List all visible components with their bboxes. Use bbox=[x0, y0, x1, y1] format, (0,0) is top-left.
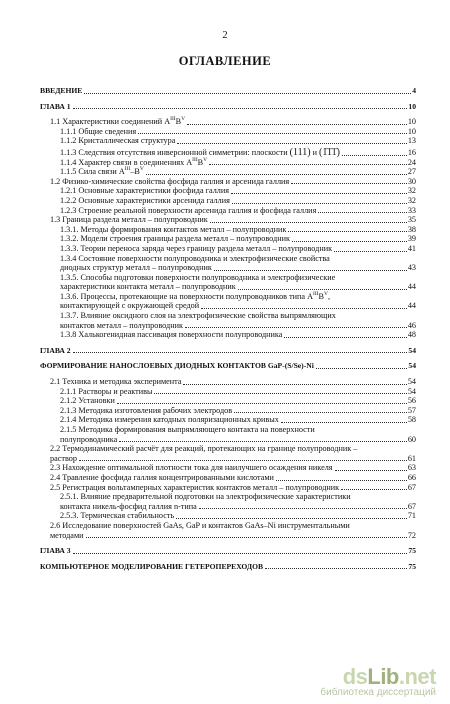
entry-title: 1.1.3 Следствия отсутствия инверсионной симметрии: плоскости (111) и (1̄1̄1̄) bbox=[60, 146, 340, 158]
toc-entry-1-1-3[interactable] bbox=[40, 148, 416, 158]
entry-page: 54 bbox=[407, 386, 416, 396]
entry-title-line-1: 1.3.5. Способы подготовки поверхности полупроводника и электрофизические bbox=[60, 272, 336, 282]
entry-page: 54 bbox=[407, 377, 416, 387]
entry-title: ГЛАВА 3 bbox=[40, 546, 71, 556]
toc-entry-2-2[interactable] bbox=[40, 444, 416, 463]
entry-page: 43 bbox=[407, 263, 416, 273]
toc-entry-2-4[interactable] bbox=[40, 473, 416, 483]
dot-leader bbox=[73, 352, 408, 353]
entry-title: 1.2.2 Основные характеристики арсенида галлия bbox=[60, 195, 230, 205]
entry-page: 30 bbox=[407, 176, 416, 186]
entry-title-line-2: раствор bbox=[50, 453, 77, 463]
dot-leader bbox=[316, 368, 408, 369]
toc-entry-chapter-2-title[interactable] bbox=[40, 361, 416, 371]
entry-title: 2.1.4 Методика измерения катодных поляризационных кривых bbox=[60, 415, 279, 425]
entry-title: 2.1.3 Методика изготовления рабочих электродов bbox=[60, 405, 233, 415]
entry-page: 39 bbox=[407, 234, 416, 244]
entry-page: 48 bbox=[407, 330, 416, 340]
entry-page: 32 bbox=[407, 195, 416, 205]
toc-entry-2-5-1[interactable] bbox=[40, 492, 416, 511]
dot-leader bbox=[183, 384, 406, 385]
toc-entry-1-3-8[interactable] bbox=[40, 330, 416, 340]
toc-heading: ОГЛАВЛЕНИЕ bbox=[178, 54, 272, 68]
entry-title: 2.1.1 Растворы и реактивы bbox=[60, 386, 153, 396]
entry-title-line-2: характеристики контакта металл – полупроводник bbox=[60, 282, 236, 292]
toc-entry-2-3[interactable] bbox=[40, 463, 416, 473]
entry-title: 2.1.2 Установки bbox=[60, 396, 115, 406]
entry-page: 10 bbox=[407, 126, 416, 136]
toc-entry-1-3-6[interactable] bbox=[40, 292, 416, 311]
entry-page: 16 bbox=[407, 147, 416, 157]
entry-page: 61 bbox=[407, 453, 416, 463]
dot-leader bbox=[214, 270, 407, 271]
toc-entry-1-2-3[interactable] bbox=[40, 206, 416, 216]
toc-entry-1-3-4[interactable] bbox=[40, 254, 416, 273]
entry-page: 41 bbox=[407, 243, 416, 253]
toc-entry-1-1-2[interactable] bbox=[40, 136, 416, 146]
entry-page: 56 bbox=[407, 396, 416, 406]
dot-leader bbox=[73, 108, 408, 109]
toc-entry-2-1-3[interactable] bbox=[40, 406, 416, 416]
dslib-logo: dsLib.net bbox=[342, 664, 436, 689]
entry-title: 2.1 Техника и методика эксперимента bbox=[50, 377, 182, 387]
entry-page: 46 bbox=[407, 320, 416, 330]
entry-page: 44 bbox=[407, 301, 416, 311]
entry-page: 32 bbox=[407, 186, 416, 196]
table-of-contents bbox=[40, 86, 416, 571]
entry-title-line-1: 1.3.6. Процессы, протекающие на поверхности полупроводников типа $A^{III}B^V$, bbox=[60, 290, 331, 301]
dot-leader bbox=[79, 460, 407, 461]
entry-page: 75 bbox=[408, 546, 416, 556]
entry-title-line-2: полупроводника bbox=[60, 434, 118, 444]
entry-title: 2.5.3. Термическая стабильность bbox=[60, 511, 175, 521]
entry-title: 1.1.1 Общие сведения bbox=[60, 126, 137, 136]
toc-entry-chapter-3-title[interactable] bbox=[40, 562, 416, 572]
entry-page: 27 bbox=[407, 167, 416, 177]
entry-title-line-1: 2.2 Термодинамический расчёт для реакций, протекающих на границе полупроводник – bbox=[50, 444, 358, 454]
entry-page: 67 bbox=[407, 501, 416, 511]
entry-page: 38 bbox=[407, 224, 416, 234]
dot-leader bbox=[84, 93, 411, 94]
entry-page: 44 bbox=[407, 282, 416, 292]
entry-page: 63 bbox=[407, 463, 416, 473]
dot-leader bbox=[276, 480, 407, 481]
toc-entry-2-5[interactable] bbox=[40, 483, 416, 493]
toc-entry-introduction[interactable] bbox=[40, 86, 416, 96]
entry-title-line-1: 1.3.4 Состояние поверхности полупроводника и электрофизические свойства bbox=[60, 253, 330, 263]
toc-entry-2-1[interactable] bbox=[40, 377, 416, 387]
toc-entry-2-1-1[interactable] bbox=[40, 387, 416, 397]
entry-title: КОМПЬЮТЕРНОЕ МОДЕЛИРОВАНИЕ ГЕТЕРОПЕРЕХОДОВ bbox=[40, 561, 264, 571]
toc-entry-1-3-3[interactable] bbox=[40, 244, 416, 254]
dot-leader bbox=[238, 289, 407, 290]
dot-leader bbox=[232, 203, 407, 204]
toc-entry-2-1-4[interactable] bbox=[40, 415, 416, 425]
toc-entry-2-1-5[interactable] bbox=[40, 425, 416, 444]
entry-title-line-2: контактов металл – полупроводник bbox=[60, 320, 183, 330]
dot-leader bbox=[146, 174, 407, 175]
entry-page: 10 bbox=[408, 101, 416, 111]
entry-title: 1.2.3 Строение реальной поверхности арсенида галлия и фосфида галлия bbox=[60, 205, 317, 215]
entry-title: 1.1.4 Характер связи в соединениях $A^{III}B^V$ bbox=[60, 156, 208, 167]
dot-leader bbox=[86, 537, 407, 538]
toc-entry-1-3[interactable] bbox=[40, 215, 416, 225]
dot-leader bbox=[154, 393, 406, 394]
dot-leader bbox=[117, 403, 407, 404]
entry-title-line-1: 2.6 Исследование поверхностей GaAs, GaP и контактов GaAs–Ni инструментальными bbox=[50, 520, 350, 530]
dot-leader bbox=[265, 568, 407, 569]
toc-entry-1-1-5[interactable] bbox=[40, 167, 416, 177]
dot-leader bbox=[177, 143, 406, 144]
dot-leader bbox=[335, 470, 407, 471]
dot-leader bbox=[334, 251, 407, 252]
dot-leader bbox=[292, 241, 407, 242]
entry-title: 1.1 Характеристики соединений $A^{III}B^V$ bbox=[50, 116, 186, 127]
dot-leader bbox=[138, 133, 407, 134]
entry-page: 10 bbox=[407, 117, 416, 127]
dot-leader bbox=[342, 155, 407, 156]
entry-title: 1.1.2 Кристаллическая структура bbox=[60, 136, 176, 146]
toc-entry-1-3-5[interactable] bbox=[40, 273, 416, 292]
dslib-watermark bbox=[320, 664, 436, 698]
entry-title-line-1: 2.5.1. Влияние предварительной подготовки на электрофизические характеристики bbox=[60, 492, 351, 502]
entry-title-line-2: методами bbox=[50, 530, 84, 540]
page-number: 2 bbox=[222, 30, 228, 41]
entry-page: 13 bbox=[407, 136, 416, 146]
entry-page: 60 bbox=[407, 434, 416, 444]
toc-entry-1-2-1[interactable] bbox=[40, 186, 416, 196]
entry-page: 54 bbox=[408, 361, 416, 371]
dot-leader bbox=[281, 422, 407, 423]
entry-page: 75 bbox=[408, 561, 416, 571]
entry-title-line-1: 2.1.5 Методика формирования выпрямляющего контакта на поверхности bbox=[60, 425, 315, 434]
toc-entry-1-2[interactable] bbox=[40, 177, 416, 187]
entry-title: 1.2 Физико-химические свойства фосфида галлия и арсенида галлия bbox=[50, 176, 290, 186]
entry-page: 54 bbox=[408, 345, 416, 355]
dot-leader bbox=[119, 441, 407, 442]
toc-entry-1-1-1[interactable] bbox=[40, 127, 416, 137]
dot-leader bbox=[176, 518, 407, 519]
toc-entry-1-2-2[interactable] bbox=[40, 196, 416, 206]
dot-leader bbox=[199, 508, 407, 509]
entry-title: 1.3.3. Теории переноса заряда через границу раздела металл – полупроводник bbox=[60, 243, 333, 253]
entry-page: 4 bbox=[412, 86, 416, 95]
entry-title: 1.3 Граница раздела металл – полупроводник bbox=[50, 215, 208, 225]
dot-leader bbox=[73, 553, 408, 554]
dot-leader bbox=[288, 231, 406, 232]
dot-leader bbox=[210, 222, 407, 223]
dot-leader bbox=[231, 193, 407, 194]
entry-page: 24 bbox=[407, 157, 416, 167]
entry-title-line-2: контактирующей с окружающей средой bbox=[60, 301, 200, 311]
toc-entry-1-3-2[interactable] bbox=[40, 234, 416, 244]
entry-page: 58 bbox=[407, 415, 416, 425]
dot-leader bbox=[234, 412, 407, 413]
entry-title: 1.2.1 Основные характеристики фосфида галлия bbox=[60, 186, 230, 196]
entry-title: 1.3.2. Модели строения границы раздела металл – полупроводник bbox=[60, 234, 290, 244]
dot-leader bbox=[284, 337, 406, 338]
toc-entry-chapter-1[interactable] bbox=[40, 102, 416, 112]
entry-page: 72 bbox=[407, 530, 416, 540]
entry-page: 67 bbox=[407, 482, 416, 492]
dslib-subtitle: библиотека диссертаций bbox=[320, 687, 436, 698]
entry-title: 1.3.1. Методы формирования контактов металл – полупроводник bbox=[60, 224, 287, 234]
dot-leader bbox=[341, 489, 407, 490]
toc-entry-2-6[interactable] bbox=[40, 521, 416, 540]
entry-title: 2.5 Регистрация вольтамперных характеристик контактов металл – полупроводник bbox=[50, 482, 340, 492]
toc-entry-chapter-3[interactable] bbox=[40, 546, 416, 556]
dot-leader bbox=[185, 327, 407, 328]
entry-title: ФОРМИРОВАНИЕ НАНОСЛОЕВЫХ ДИОДНЫХ КОНТАКТОВ GaP-(S/Se)-Ni bbox=[40, 361, 314, 371]
entry-page: 33 bbox=[407, 205, 416, 215]
toc-entry-chapter-2[interactable] bbox=[40, 346, 416, 356]
entry-title: ВВЕДЕНИЕ bbox=[40, 86, 83, 95]
entry-title-line-1: 1.3.7. Влияние оксидного слоя на электрофизические свойства выпрямляющих bbox=[60, 311, 336, 321]
entry-page: 66 bbox=[407, 472, 416, 482]
entry-title-line-2: диодных структур металл – полупроводник bbox=[60, 263, 212, 273]
toc-entry-2-5-3[interactable] bbox=[40, 511, 416, 521]
entry-title: 2.3 Нахождение оптимальной плотности тока для наилучшего осаждения никеля bbox=[50, 463, 333, 473]
dot-leader bbox=[291, 183, 407, 184]
entry-page: 71 bbox=[407, 511, 416, 521]
entry-title: ГЛАВА 2 bbox=[40, 345, 71, 355]
toc-entry-1-3-7[interactable] bbox=[40, 311, 416, 330]
entry-page: 35 bbox=[407, 215, 416, 225]
entry-title: 1.3.8 Халькогенидная пассивация поверхности полупроводника bbox=[60, 330, 283, 340]
toc-entry-1-1[interactable] bbox=[40, 117, 416, 127]
dot-leader bbox=[318, 212, 406, 213]
dot-leader bbox=[201, 308, 407, 309]
toc-entry-1-3-1[interactable] bbox=[40, 225, 416, 235]
entry-title: 2.4 Травление фосфида галлия концентрированными кислотами bbox=[50, 472, 274, 482]
dot-leader bbox=[187, 124, 407, 125]
toc-entry-2-1-2[interactable] bbox=[40, 396, 416, 406]
entry-title-line-2: контакта никель-фосфид галлия n-типа bbox=[60, 501, 197, 511]
dot-leader bbox=[209, 164, 407, 165]
entry-title: 1.1.5 Сила связи $A^{III}-B^V$ bbox=[60, 166, 144, 177]
toc-entry-1-1-4[interactable] bbox=[40, 158, 416, 168]
entry-title: ГЛАВА 1 bbox=[40, 101, 71, 111]
entry-page: 57 bbox=[407, 405, 416, 415]
